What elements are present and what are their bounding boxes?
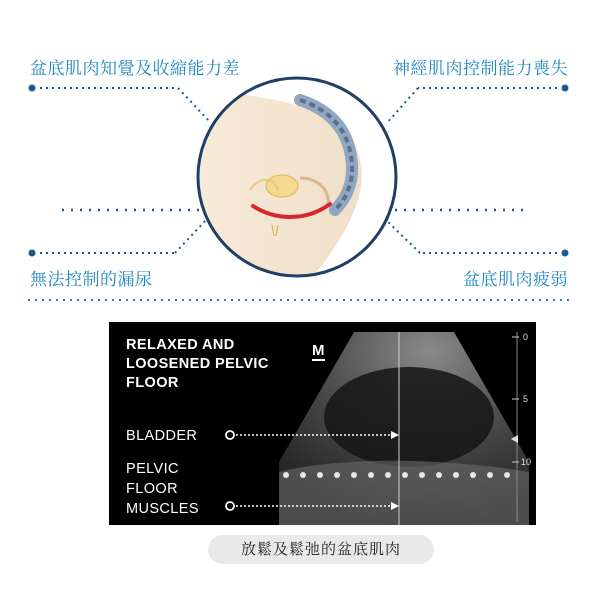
symptom-label-top-left: 盆底肌肉知覺及收縮能力差 — [30, 59, 240, 79]
connector-top-left — [29, 85, 211, 123]
caption-badge: 放鬆及鬆弛的盆底肌肉 — [208, 535, 434, 564]
anatomy-illustration — [190, 70, 410, 290]
heading-line-1: RELAXED AND — [126, 337, 235, 353]
pelvic-floor-muscles-label — [126, 459, 199, 519]
pelvic-line-1: PELVIC — [126, 461, 179, 477]
ultrasound-heading — [126, 336, 269, 393]
symptom-label-bottom-left: 無法控制的漏尿 — [30, 270, 153, 290]
scale-label-0: 0 — [523, 332, 529, 342]
heading-line-2: LOOSENED PELVIC — [126, 356, 269, 372]
connector-top-right — [386, 85, 569, 125]
heading-line-3: FLOOR — [126, 375, 179, 391]
scale-label-10: 10 — [521, 457, 532, 467]
ultrasound-image — [109, 322, 536, 525]
pelvic-line-3: MUSCLES — [126, 501, 199, 517]
bladder-label: BLADDER — [126, 428, 198, 444]
connector-bottom-left — [29, 220, 207, 257]
scale-label-5: 5 — [523, 394, 529, 404]
m-logo: M — [312, 342, 325, 359]
symptom-label-top-right: 神經肌肉控制能力喪失 — [393, 59, 568, 79]
symptom-label-bottom-right: 盆底肌肉疲弱 — [463, 270, 568, 290]
pelvic-line-2: FLOOR — [126, 481, 178, 497]
connector-bottom-right — [388, 222, 569, 257]
